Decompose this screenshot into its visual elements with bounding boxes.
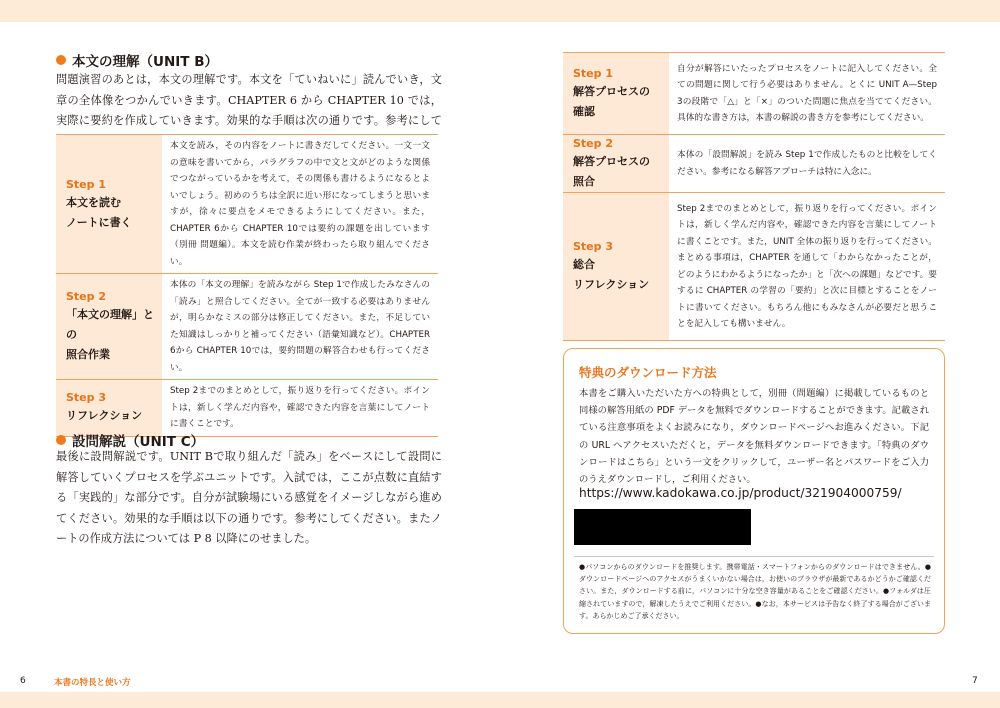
step-name: 解答プロセスの xyxy=(573,85,650,98)
download-url-link[interactable]: https://www.kadokawa.co.jp/product/321904000759/ xyxy=(579,486,902,500)
step-number: Step 1 xyxy=(66,177,106,191)
step-row xyxy=(56,380,438,437)
download-body: 本書をご購入いただいた方への特典として，別冊（問題編）に掲載しているものと同様の解答用紙の PDF データを無料でダウンロードすることができます。記載されている注意事項をよくお読みになり，ダウンロードページへお進みください。下記の URL へアクセスいただくと，データを無料ダウンロードできます。「特典のダウンロードはこちら」という一文をクリックして，ユーザー名とパスワードをご入力のうえダウンロードし，ご利用ください。 xyxy=(579,388,929,486)
step-row xyxy=(563,193,945,341)
orange-bullet-icon xyxy=(56,435,66,445)
step-row xyxy=(56,135,438,274)
step-number: Step 2 xyxy=(66,290,106,303)
step-description: 本体の「設問解説」を読み Step 1で作成したものと比較をしてください。参考になる解答アプローチは特に入念に。 xyxy=(669,135,945,193)
step-label-cell xyxy=(563,53,669,135)
download-notes: ●パソコンからのダウンロードを推奨します。携帯電話・スマートフォンからのダウンロードはできません。●ダウンロードページへのアクセスがうまくいかない場合は，お使いのブラウザが最新であるかどうかご確認ください。また，ダウンロードする前に，パソコンに十分な空き容量があることをご確認ください。●フォルダは圧縮されていますので，解凍したうえでご利用ください。●なお，本サービスは予告なく終了する場合がございます。あらかじめご了承ください。 xyxy=(579,563,931,620)
step-name: 「本文の理解」との xyxy=(66,308,154,341)
step-name: 照合作業 xyxy=(66,348,110,361)
section-heading-text: 設問解説（UNIT C） xyxy=(72,434,205,450)
section-heading-unit-b xyxy=(56,50,218,70)
step-number: Step 3 xyxy=(66,391,106,405)
download-title: 特典のダウンロード方法 xyxy=(579,365,717,380)
step-label-cell xyxy=(56,274,162,380)
redacted-block xyxy=(574,509,751,545)
step-name: 本文を読む xyxy=(66,195,121,209)
step-row xyxy=(563,53,945,135)
section-paragraph-unit-c: 最後に設問解説です。UNIT Bで取り組んだ「読み」をベースにして設問に解答していくプロセスを学ぶユニットです。入試では，ここが点数に直結する「実践的」な部分です。自分が試験場にいる感覚をイメージしながら進めてください。効果的な手順は以下の通りです。参考にしてください。またノートの作成方法については P 8 以降にのせました。 xyxy=(56,450,442,545)
step-number: Step 1 xyxy=(573,67,613,80)
step-row xyxy=(56,274,438,380)
step-label-cell xyxy=(56,135,162,274)
step-number: Step 2 xyxy=(573,137,613,150)
running-footer: 本書の特長と使い方 xyxy=(54,678,131,688)
steps-table-unit-c xyxy=(563,52,945,341)
step-name: 確認 xyxy=(573,105,595,118)
step-description: Step 2までのまとめとして，振り返りを行ってください。ポイントは，新しく学んだ内容や，確認できた内容を言葉にしてノートに書くことです。また，UNIT 全体の振り返りを行ってください。まとめる事項は，CHAPTER を通して「わからなかったことが，どのようにわかるようになったか」と「次への課題」などです。要するに CHAPTER の学習の「要約」と次に目標とすることをノートに書いてください。もちろん他にもみなさんが必要だと思うことを記入しても構いません。 xyxy=(669,193,945,341)
download-info-box xyxy=(563,348,945,634)
step-label-cell xyxy=(56,380,162,437)
section-heading-text: 本文の理解（UNIT B） xyxy=(72,54,218,70)
step-label-cell xyxy=(563,193,669,341)
step-name: 解答プロセスの xyxy=(573,155,650,168)
step-number: Step 3 xyxy=(573,240,613,253)
step-name: リフレクション xyxy=(573,278,650,291)
step-name: リフレクション xyxy=(66,409,143,423)
step-name: 総合 xyxy=(573,258,595,271)
page-number-left: 6 xyxy=(20,676,26,686)
section-paragraph-unit-b: 問題演習のあとは，本文の理解です。本文を「ていねいに」読んでいき，文章の全体像をつかんでいきます。CHAPTER 6 から CHAPTER 10 では，実際に要約を作成していきます。効果的な手順は次の通りです。参考にして xyxy=(56,73,442,127)
step-row xyxy=(563,135,945,193)
page-number-right: 7 xyxy=(972,676,978,686)
step-label-cell xyxy=(563,135,669,193)
step-name: ノートに書く xyxy=(66,215,132,229)
steps-table-unit-b xyxy=(56,134,438,437)
step-description: Step 2までのまとめとして，振り返りを行ってください。ポイントは，新しく学んだ内容や，確認できた内容を言葉にしてノートに書くことです。 xyxy=(162,380,438,437)
step-description: 本文を読み，その内容をノートに書きだしてください。一文一文の意味を書いてから，パラグラフの中で文と文がどのような関係でつながっているかを考えて，その関係も書けるようになるとよいでしょう。初めのうちは全訳に近い形になってしまうと思いますが，徐々に要点をメモできるようにしてください。また，CHAPTER 6から CHAPTER 10では要約の課題を出しています（別冊 問題編）。本文を読む作業が終わったら取り組んでください。 xyxy=(162,135,438,274)
step-name: 照合 xyxy=(573,175,595,188)
step-description: 自分が解答にいたったプロセスをノートに記入してください。全ての問題に関して行う必要はありません。とくに UNIT A—Step 3の段階で「△」と「×」のついた問題に焦点を当ててください。具体的な書き方は，本書の解説の書き方を参考にしてください。 xyxy=(669,53,945,135)
divider xyxy=(574,556,934,557)
step-description: 本体の「本文の理解」を読みながら Step 1で作成したみなさんの「読み」と照合してください。全てが一致する必要はありませんが，明らかなミスの部分は修正してください。また，不足していた知識はしっかりと補ってください（語彙知識など）。CHAPTER 6から CHAPTER 10では，要約問題の解答合わせも行ってください。 xyxy=(162,274,438,380)
bottom-band xyxy=(0,692,1000,708)
orange-bullet-icon xyxy=(56,55,66,65)
